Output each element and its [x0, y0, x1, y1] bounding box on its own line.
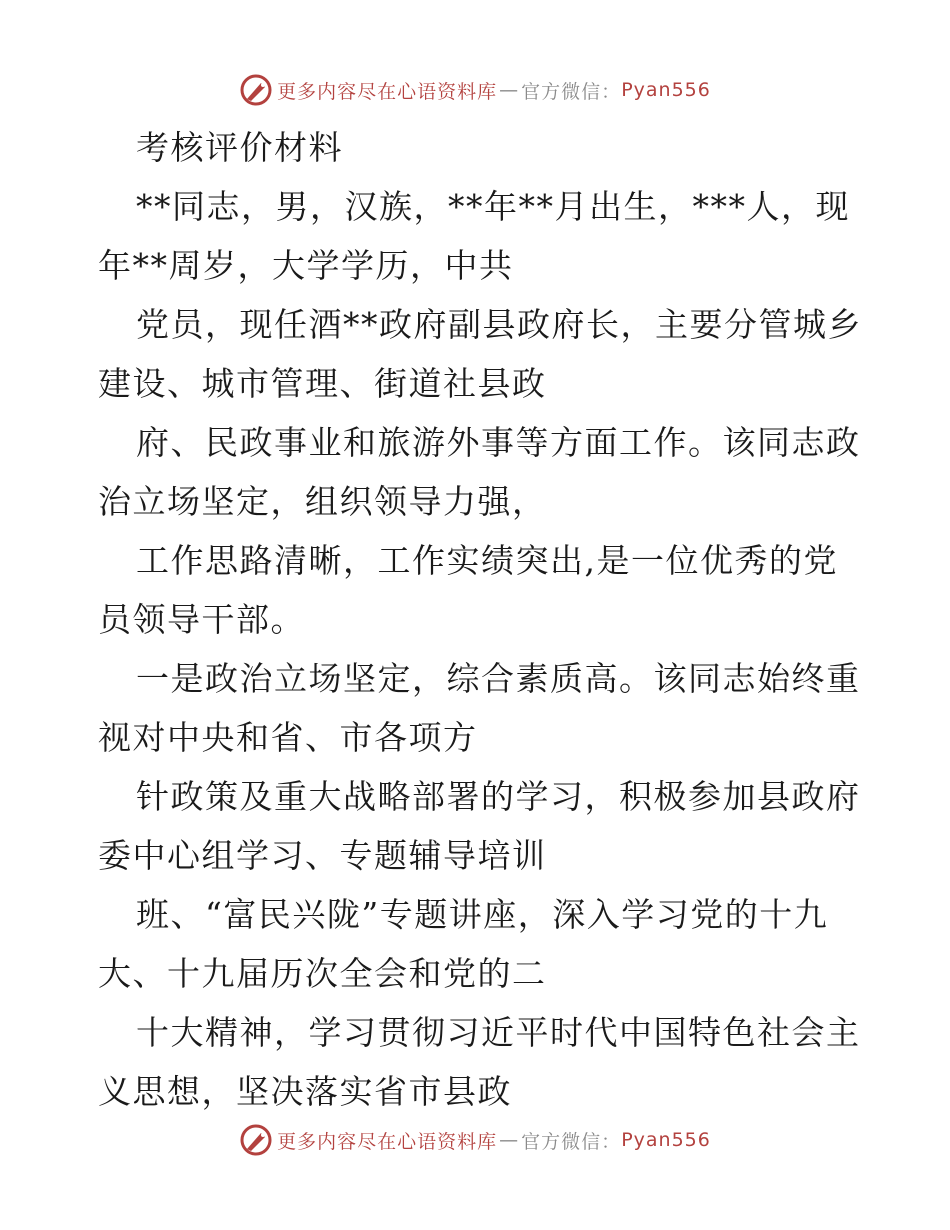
document-body — [98, 118, 862, 1121]
document-line: 针政策及重大战略部署的学习，积极参加县政府 — [136, 777, 861, 816]
header-watermark — [0, 70, 950, 110]
pen-logo-icon — [239, 73, 273, 107]
document-line: 党员，现任酒**政府副县政府长，主要分管城乡 — [136, 305, 862, 344]
pen-logo-icon — [239, 1123, 273, 1157]
document-line: 视对中央和省、市各项方 — [98, 718, 478, 757]
document-line: 员领导干部。 — [98, 600, 305, 639]
document-line: 府、民政事业和旅游外事等方面工作。该同志政 — [136, 423, 861, 462]
footer-contact-handle: Pyan556 — [621, 1129, 711, 1151]
footer-contact-label: 官方微信： — [521, 1130, 622, 1153]
header-dash: — — [499, 79, 520, 101]
header-contact-label: 官方微信： — [521, 80, 622, 103]
document-line: 考核评价材料 — [136, 128, 343, 167]
document-line: 建设、城市管理、街道社县政 — [98, 364, 547, 403]
document-line: 委中心组学习、专题辅导培训 — [98, 836, 547, 875]
header-site-text: 更多内容尽在心语资料库 — [277, 80, 498, 103]
footer-site-text: 更多内容尽在心语资料库 — [277, 1130, 498, 1153]
document-line: 治立场坚定，组织领导力强， — [98, 482, 547, 521]
document-line: 班、“富民兴陇”专题讲座，深入学习党的十九 — [136, 895, 829, 934]
document-line: 大、十九届历次全会和党的二 — [98, 954, 547, 993]
document-line: 义思想，坚决落实省市县政 — [98, 1072, 512, 1111]
document-line: 一是政治立场坚定，综合素质高。该同志始终重 — [136, 659, 861, 698]
document-line: 年**周岁，大学学历，中共 — [98, 246, 514, 285]
document-line: **同志，男，汉族，**年**月出生，***人，现 — [136, 187, 850, 226]
footer-watermark — [0, 1120, 950, 1160]
header-contact-handle: Pyan556 — [621, 79, 711, 101]
document-line: 十大精神，学习贯彻习近平时代中国特色社会主 — [136, 1013, 861, 1052]
document-line: 工作思路清晰，工作实绩突出,是一位优秀的党 — [136, 541, 838, 580]
footer-dash: — — [499, 1129, 520, 1151]
